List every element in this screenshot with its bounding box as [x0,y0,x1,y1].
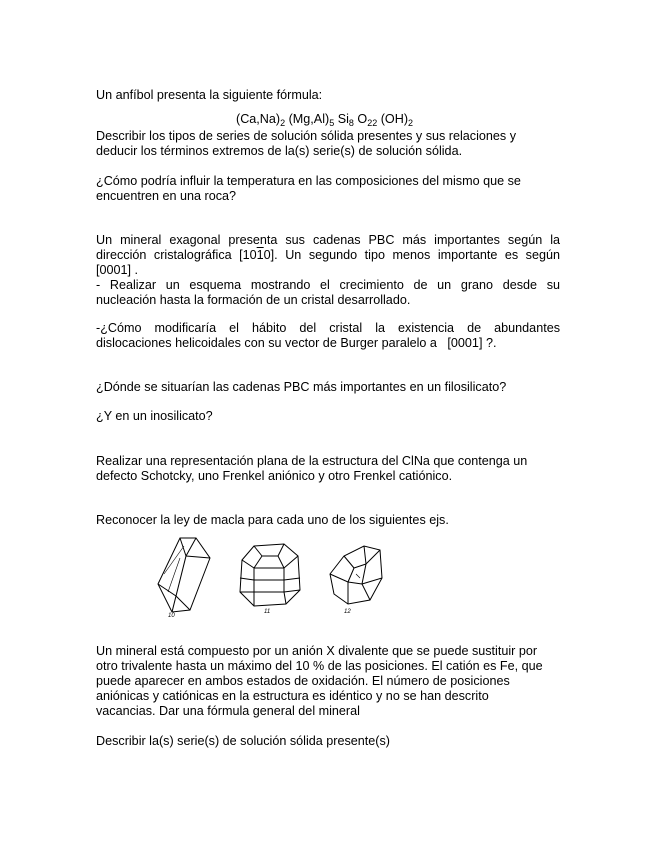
q3-line4: - Realizar un esquema mostrando el crecimiento de un grano desde su [96,278,560,292]
q6-question [96,454,560,484]
q4-line2: dislocaciones helicoidales con su vector de Burger paralelo a [0001] ?. [96,336,497,350]
q1-line1: Describir los tipos de series de solución sólida presentes y sus relaciones y [96,129,516,143]
q1-line2: deducir los términos extremos de la(s) serie(s) de solución sólida. [96,144,463,158]
q7-line1: Reconocer la ley de macla para cada uno de los siguientes ejs. [96,513,449,527]
q3-line1: Un mineral exagonal presenta sus cadenas PBC más importantes según la [96,233,560,247]
q5-question-b [96,409,560,424]
q6-line2: defecto Schotcky, uno Frenkel aniónico y otro Frenkel catiónico. [96,469,453,483]
q2-line2: encuentren en una roca? [96,189,237,203]
q3-line2: dirección cristalográfica [1010]. Un segundo tipo menos importante es según [96,248,560,262]
crystal-figure-11 [240,544,300,615]
crystal-figure-12 [330,546,382,615]
q4-line1: -¿Cómo modificaría el hábito del cristal la existencia de abundantes [96,321,560,335]
q1-question [96,129,560,159]
q4-question [96,321,560,351]
q8-line3: puede aparecer en ambos estados de oxidación. El número de posiciones [96,674,510,688]
q3-question [96,233,560,308]
q1-intro [96,88,560,103]
q2-question [96,174,560,204]
q3-line3: [0001] . [96,263,139,277]
q7-question [96,513,560,528]
q8-line2: otro trivalente hasta un máximo del 10 % de las posiciones. El catión es Fe, que [96,659,543,673]
q8-question [96,644,560,719]
q8-line1: Un mineral está compuesto por un anión X divalente que se puede sustituir por [96,644,538,658]
q9-line1: Describir la(s) serie(s) de solución sólida presente(s) [96,734,390,748]
q1-intro-text: Un anfíbol presenta la siguiente fórmula: [96,88,323,102]
q3-line5: nucleación hasta la formación de un cristal desarrollado. [96,293,411,307]
q5-question-a [96,380,560,395]
figure-label-10: 10 [168,613,175,618]
q5-line2: ¿Y en un inosilicato? [96,409,213,423]
q5-line1: ¿Dónde se situarían las cadenas PBC más importantes en un filosilicato? [96,380,507,394]
crystal-figure-10 [158,538,210,618]
q6-line1: Realizar una representación plana de la estructura del ClNa que contenga un [96,454,528,468]
q8-line4: aniónicas y catiónicas en la estructura es idéntico y no se han descrito [96,689,489,703]
q9-question [96,734,560,749]
amphibole-formula: $(Ca,Na)_2$ $(Mg,Al)_5$ $Si_8$ $O_{22}$ $(OH)_2$ [236,112,414,128]
q2-line1: ¿Cómo podría influir la temperatura en las composiciones del mismo que se [96,174,521,188]
twin-crystal-figures [150,534,390,618]
figure-label-11: 11 [264,609,271,615]
q8-line5: vacancias. Dar una fórmula general del mineral [96,704,360,718]
figure-label-12: 12 [344,609,351,615]
